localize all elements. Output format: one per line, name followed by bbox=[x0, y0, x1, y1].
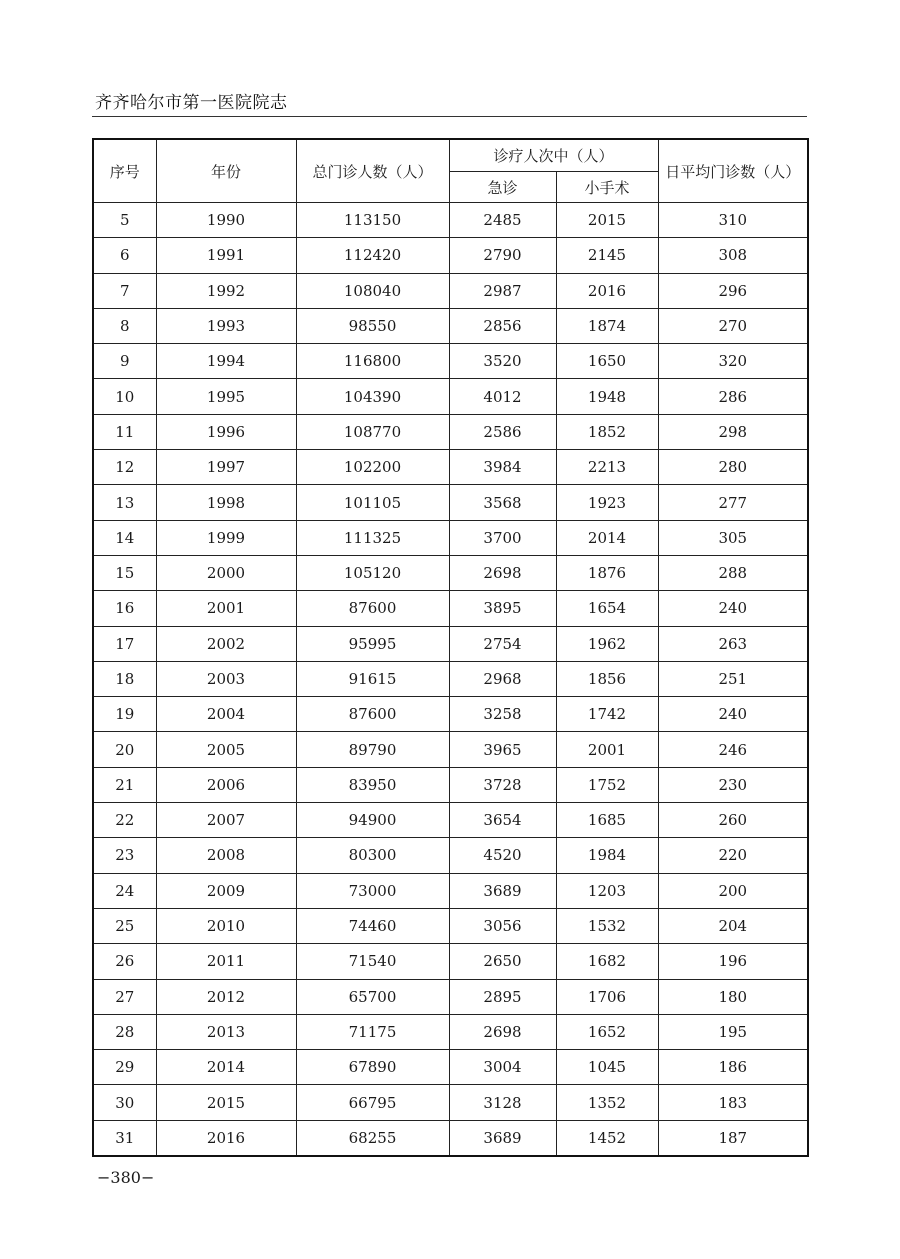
table-row bbox=[93, 344, 808, 379]
emergency-cell: 3689 bbox=[449, 1120, 556, 1156]
minor-surgery-cell: 1652 bbox=[556, 1014, 658, 1049]
table-row bbox=[93, 555, 808, 590]
table-row bbox=[93, 732, 808, 767]
daily-average-cell: 180 bbox=[658, 979, 808, 1014]
year-cell: 1995 bbox=[156, 379, 296, 414]
minor-surgery-cell: 1452 bbox=[556, 1120, 658, 1156]
year-cell: 1996 bbox=[156, 414, 296, 449]
seq-cell: 13 bbox=[93, 485, 156, 520]
year-cell: 2012 bbox=[156, 979, 296, 1014]
year-cell: 2007 bbox=[156, 803, 296, 838]
daily-average-cell: 310 bbox=[658, 203, 808, 238]
minor-surgery-cell: 1650 bbox=[556, 344, 658, 379]
year-cell: 1997 bbox=[156, 450, 296, 485]
daily-average-cell: 204 bbox=[658, 908, 808, 943]
minor-surgery-cell: 1352 bbox=[556, 1085, 658, 1120]
table-row bbox=[93, 591, 808, 626]
header-visits-group: 诊疗人次中（人） bbox=[449, 139, 658, 172]
year-cell: 2015 bbox=[156, 1085, 296, 1120]
daily-average-cell: 246 bbox=[658, 732, 808, 767]
total-outpatients-cell: 105120 bbox=[296, 555, 449, 590]
year-cell: 1990 bbox=[156, 203, 296, 238]
total-outpatients-cell: 66795 bbox=[296, 1085, 449, 1120]
table-row bbox=[93, 803, 808, 838]
year-cell: 1991 bbox=[156, 238, 296, 273]
table-row bbox=[93, 979, 808, 1014]
total-outpatients-cell: 94900 bbox=[296, 803, 449, 838]
minor-surgery-cell: 2145 bbox=[556, 238, 658, 273]
daily-average-cell: 195 bbox=[658, 1014, 808, 1049]
emergency-cell: 4520 bbox=[449, 838, 556, 873]
daily-average-cell: 240 bbox=[658, 697, 808, 732]
minor-surgery-cell: 1876 bbox=[556, 555, 658, 590]
minor-surgery-cell: 2213 bbox=[556, 450, 658, 485]
total-outpatients-cell: 65700 bbox=[296, 979, 449, 1014]
total-outpatients-cell: 74460 bbox=[296, 908, 449, 943]
table-row bbox=[93, 697, 808, 732]
header-minor-surgery: 小手术 bbox=[556, 172, 658, 203]
table-row bbox=[93, 1050, 808, 1085]
daily-average-cell: 277 bbox=[658, 485, 808, 520]
table-row bbox=[93, 873, 808, 908]
year-cell: 2016 bbox=[156, 1120, 296, 1156]
minor-surgery-cell: 1856 bbox=[556, 661, 658, 696]
total-outpatients-cell: 80300 bbox=[296, 838, 449, 873]
daily-average-cell: 288 bbox=[658, 555, 808, 590]
year-cell: 2006 bbox=[156, 767, 296, 802]
table-row bbox=[93, 1085, 808, 1120]
table-row bbox=[93, 520, 808, 555]
seq-cell: 24 bbox=[93, 873, 156, 908]
seq-cell: 20 bbox=[93, 732, 156, 767]
daily-average-cell: 187 bbox=[658, 1120, 808, 1156]
minor-surgery-cell: 1654 bbox=[556, 591, 658, 626]
daily-average-cell: 270 bbox=[658, 308, 808, 343]
emergency-cell: 2698 bbox=[449, 1014, 556, 1049]
emergency-cell: 3258 bbox=[449, 697, 556, 732]
seq-cell: 10 bbox=[93, 379, 156, 414]
running-head-title: 齐齐哈尔市第一医院院志 bbox=[95, 93, 288, 113]
total-outpatients-cell: 71540 bbox=[296, 944, 449, 979]
seq-cell: 30 bbox=[93, 1085, 156, 1120]
emergency-cell: 2485 bbox=[449, 203, 556, 238]
seq-cell: 14 bbox=[93, 520, 156, 555]
total-outpatients-cell: 87600 bbox=[296, 591, 449, 626]
table-row bbox=[93, 944, 808, 979]
daily-average-cell: 220 bbox=[658, 838, 808, 873]
seq-cell: 12 bbox=[93, 450, 156, 485]
total-outpatients-cell: 108770 bbox=[296, 414, 449, 449]
emergency-cell: 4012 bbox=[449, 379, 556, 414]
minor-surgery-cell: 1532 bbox=[556, 908, 658, 943]
seq-cell: 7 bbox=[93, 273, 156, 308]
seq-cell: 22 bbox=[93, 803, 156, 838]
seq-cell: 18 bbox=[93, 661, 156, 696]
total-outpatients-cell: 104390 bbox=[296, 379, 449, 414]
year-cell: 2005 bbox=[156, 732, 296, 767]
year-cell: 2008 bbox=[156, 838, 296, 873]
total-outpatients-cell: 101105 bbox=[296, 485, 449, 520]
emergency-cell: 3568 bbox=[449, 485, 556, 520]
year-cell: 2013 bbox=[156, 1014, 296, 1049]
seq-cell: 19 bbox=[93, 697, 156, 732]
emergency-cell: 3004 bbox=[449, 1050, 556, 1085]
total-outpatients-cell: 116800 bbox=[296, 344, 449, 379]
minor-surgery-cell: 1706 bbox=[556, 979, 658, 1014]
total-outpatients-cell: 98550 bbox=[296, 308, 449, 343]
daily-average-cell: 263 bbox=[658, 626, 808, 661]
daily-average-cell: 296 bbox=[658, 273, 808, 308]
daily-average-cell: 230 bbox=[658, 767, 808, 802]
minor-surgery-cell: 1948 bbox=[556, 379, 658, 414]
table-row bbox=[93, 767, 808, 802]
total-outpatients-cell: 68255 bbox=[296, 1120, 449, 1156]
emergency-cell: 2698 bbox=[449, 555, 556, 590]
seq-cell: 11 bbox=[93, 414, 156, 449]
year-cell: 2003 bbox=[156, 661, 296, 696]
seq-cell: 28 bbox=[93, 1014, 156, 1049]
year-cell: 1994 bbox=[156, 344, 296, 379]
minor-surgery-cell: 2016 bbox=[556, 273, 658, 308]
table-row bbox=[93, 1014, 808, 1049]
header-year: 年份 bbox=[156, 139, 296, 203]
emergency-cell: 3689 bbox=[449, 873, 556, 908]
table-body bbox=[93, 203, 808, 1157]
seq-cell: 26 bbox=[93, 944, 156, 979]
year-cell: 2014 bbox=[156, 1050, 296, 1085]
total-outpatients-cell: 113150 bbox=[296, 203, 449, 238]
year-cell: 2002 bbox=[156, 626, 296, 661]
daily-average-cell: 320 bbox=[658, 344, 808, 379]
year-cell: 2011 bbox=[156, 944, 296, 979]
table-row bbox=[93, 203, 808, 238]
table-row bbox=[93, 485, 808, 520]
seq-cell: 17 bbox=[93, 626, 156, 661]
total-outpatients-cell: 71175 bbox=[296, 1014, 449, 1049]
total-outpatients-cell: 87600 bbox=[296, 697, 449, 732]
table-row bbox=[93, 379, 808, 414]
emergency-cell: 2895 bbox=[449, 979, 556, 1014]
seq-cell: 9 bbox=[93, 344, 156, 379]
minor-surgery-cell: 1203 bbox=[556, 873, 658, 908]
outpatient-statistics-table bbox=[92, 138, 809, 1157]
daily-average-cell: 251 bbox=[658, 661, 808, 696]
minor-surgery-cell: 1874 bbox=[556, 308, 658, 343]
table-row bbox=[93, 238, 808, 273]
year-cell: 2001 bbox=[156, 591, 296, 626]
year-cell: 1998 bbox=[156, 485, 296, 520]
seq-cell: 25 bbox=[93, 908, 156, 943]
emergency-cell: 2790 bbox=[449, 238, 556, 273]
header-rule bbox=[92, 116, 807, 117]
minor-surgery-cell: 1045 bbox=[556, 1050, 658, 1085]
year-cell: 1993 bbox=[156, 308, 296, 343]
daily-average-cell: 280 bbox=[658, 450, 808, 485]
daily-average-cell: 200 bbox=[658, 873, 808, 908]
total-outpatients-cell: 111325 bbox=[296, 520, 449, 555]
minor-surgery-cell: 1752 bbox=[556, 767, 658, 802]
year-cell: 1999 bbox=[156, 520, 296, 555]
seq-cell: 23 bbox=[93, 838, 156, 873]
minor-surgery-cell: 1984 bbox=[556, 838, 658, 873]
table-row bbox=[93, 273, 808, 308]
daily-average-cell: 305 bbox=[658, 520, 808, 555]
table-row bbox=[93, 414, 808, 449]
total-outpatients-cell: 73000 bbox=[296, 873, 449, 908]
table-row bbox=[93, 626, 808, 661]
minor-surgery-cell: 1742 bbox=[556, 697, 658, 732]
total-outpatients-cell: 67890 bbox=[296, 1050, 449, 1085]
total-outpatients-cell: 102200 bbox=[296, 450, 449, 485]
emergency-cell: 2856 bbox=[449, 308, 556, 343]
daily-average-cell: 286 bbox=[658, 379, 808, 414]
header-emergency: 急诊 bbox=[449, 172, 556, 203]
seq-cell: 21 bbox=[93, 767, 156, 802]
emergency-cell: 2987 bbox=[449, 273, 556, 308]
daily-average-cell: 240 bbox=[658, 591, 808, 626]
seq-cell: 31 bbox=[93, 1120, 156, 1156]
header-seq: 序号 bbox=[93, 139, 156, 203]
emergency-cell: 3056 bbox=[449, 908, 556, 943]
emergency-cell: 3520 bbox=[449, 344, 556, 379]
total-outpatients-cell: 91615 bbox=[296, 661, 449, 696]
emergency-cell: 2586 bbox=[449, 414, 556, 449]
table-row bbox=[93, 308, 808, 343]
seq-cell: 5 bbox=[93, 203, 156, 238]
table-row bbox=[93, 1120, 808, 1156]
minor-surgery-cell: 1685 bbox=[556, 803, 658, 838]
emergency-cell: 2968 bbox=[449, 661, 556, 696]
year-cell: 2000 bbox=[156, 555, 296, 590]
table-row bbox=[93, 908, 808, 943]
daily-average-cell: 260 bbox=[658, 803, 808, 838]
table-row bbox=[93, 450, 808, 485]
page-number: −380− bbox=[97, 1168, 155, 1187]
seq-cell: 15 bbox=[93, 555, 156, 590]
emergency-cell: 3654 bbox=[449, 803, 556, 838]
daily-average-cell: 183 bbox=[658, 1085, 808, 1120]
minor-surgery-cell: 2001 bbox=[556, 732, 658, 767]
minor-surgery-cell: 1852 bbox=[556, 414, 658, 449]
minor-surgery-cell: 2015 bbox=[556, 203, 658, 238]
total-outpatients-cell: 83950 bbox=[296, 767, 449, 802]
emergency-cell: 3965 bbox=[449, 732, 556, 767]
daily-average-cell: 196 bbox=[658, 944, 808, 979]
header-total-outpatients: 总门诊人数（人） bbox=[296, 139, 449, 203]
emergency-cell: 3895 bbox=[449, 591, 556, 626]
seq-cell: 8 bbox=[93, 308, 156, 343]
daily-average-cell: 308 bbox=[658, 238, 808, 273]
emergency-cell: 2754 bbox=[449, 626, 556, 661]
daily-average-cell: 186 bbox=[658, 1050, 808, 1085]
emergency-cell: 2650 bbox=[449, 944, 556, 979]
seq-cell: 27 bbox=[93, 979, 156, 1014]
minor-surgery-cell: 2014 bbox=[556, 520, 658, 555]
header-daily-average: 日平均门诊数（人） bbox=[658, 139, 808, 203]
year-cell: 2009 bbox=[156, 873, 296, 908]
seq-cell: 16 bbox=[93, 591, 156, 626]
emergency-cell: 3728 bbox=[449, 767, 556, 802]
total-outpatients-cell: 95995 bbox=[296, 626, 449, 661]
minor-surgery-cell: 1962 bbox=[556, 626, 658, 661]
total-outpatients-cell: 108040 bbox=[296, 273, 449, 308]
emergency-cell: 3128 bbox=[449, 1085, 556, 1120]
total-outpatients-cell: 112420 bbox=[296, 238, 449, 273]
minor-surgery-cell: 1923 bbox=[556, 485, 658, 520]
year-cell: 2010 bbox=[156, 908, 296, 943]
total-outpatients-cell: 89790 bbox=[296, 732, 449, 767]
seq-cell: 29 bbox=[93, 1050, 156, 1085]
seq-cell: 6 bbox=[93, 238, 156, 273]
table-row bbox=[93, 838, 808, 873]
daily-average-cell: 298 bbox=[658, 414, 808, 449]
year-cell: 2004 bbox=[156, 697, 296, 732]
emergency-cell: 3984 bbox=[449, 450, 556, 485]
table-row bbox=[93, 661, 808, 696]
year-cell: 1992 bbox=[156, 273, 296, 308]
minor-surgery-cell: 1682 bbox=[556, 944, 658, 979]
emergency-cell: 3700 bbox=[449, 520, 556, 555]
